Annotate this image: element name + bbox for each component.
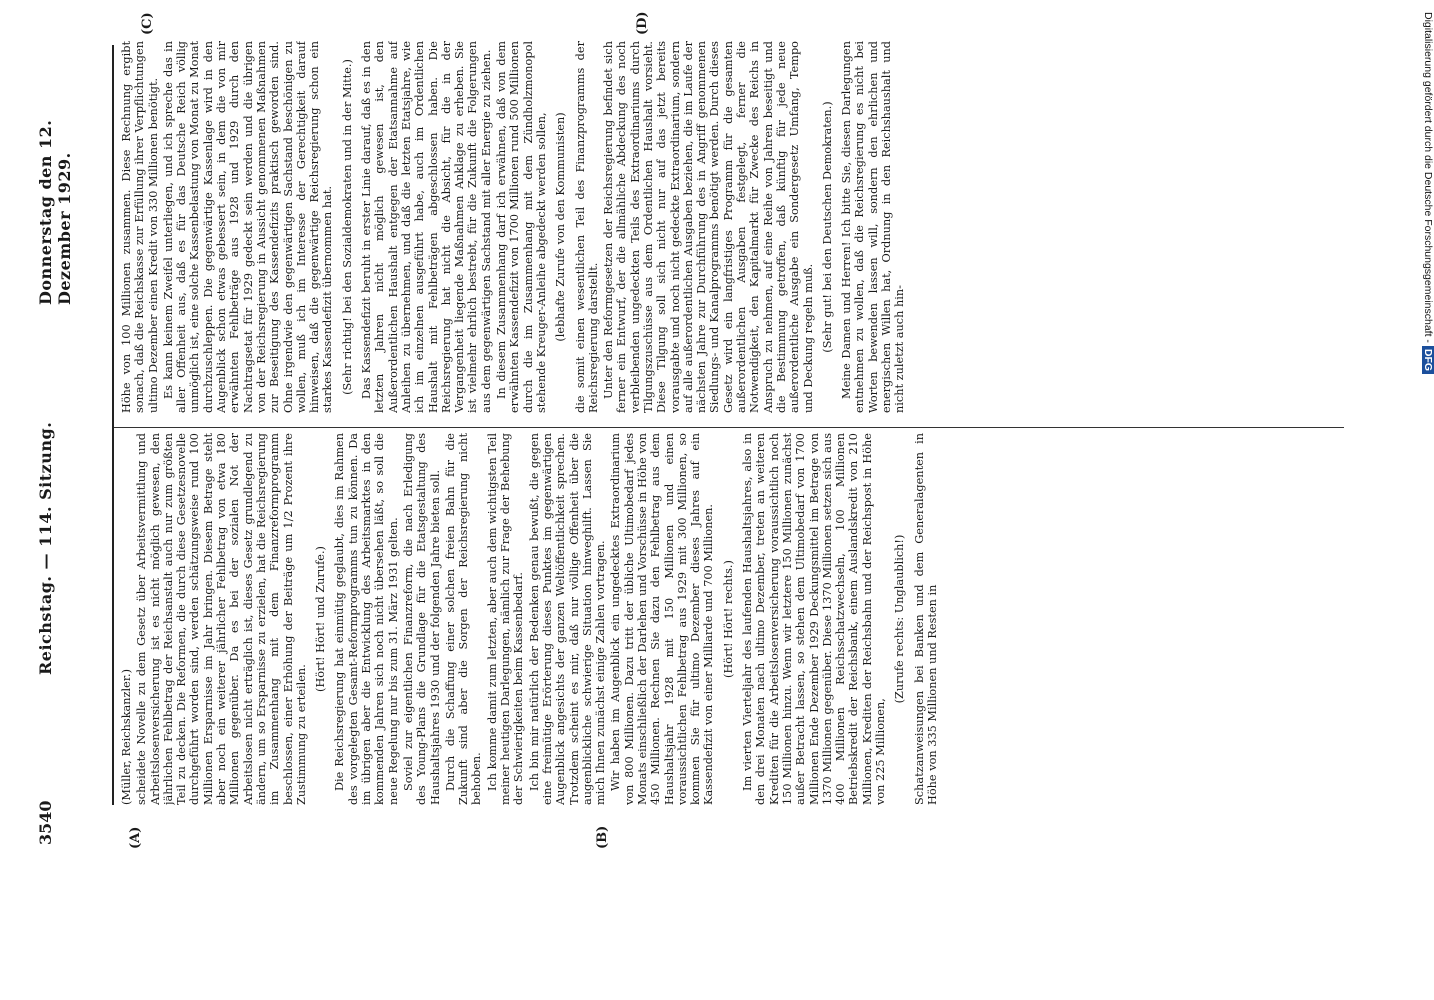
margin-marker-b: (B) (595, 825, 610, 849)
paragraph: Wir haben im Augenblick ein ungedecktes Extraordinarium von 800 Millionen. Dazu tritt der übliche Ultimobedarf jedes Monats einschließlich der Darlehen und Vorschüsse in Höhe von 450 Millionen. Rechnen Sie dazu den Fehlbetrag aus dem Haushaltsjahr 1928 mit 150 Millionen und einen voraussichtlichen Fehlbetrag aus 1929 mit 300 Millionen, so kommen Sie für ultimo Dezember dieses Jahres auf ein Kassendefizit von einer Milliarde und 700 Millionen. (609, 433, 716, 805)
credit-line: Digitalisierung gefördert durch die Deutsche Forschungsgemeinschaft - (1422, 12, 1434, 343)
paragraph: Im vierten Vierteljahr des laufenden Haushaltsjahres, also in den drei Monaten nach ultimo Dezember, treten an weiteren Krediten für die Arbeitslosenversicherung voraussichtlich noch 150 Millionen hinzu. Wenn wir letztere 150 Millionen zunächst außer Betracht lassen, so stehen dem Ultimobedarf von 1700 Millionen Ende Dezember 1929 Deckungsmittel im Betrage von 1370 Millionen gegenüber. Diese 1370 Millionen setzen sich aus 400 Millionen Reichsschatzwechseln, 100 Millionen Betriebskredit der Reichsbank, einem Auslandskredit von 210 Millionen, Krediten der Reichsbahn und der Reichspost in Höhe von 225 Millionen, (741, 433, 888, 805)
interjection: (Sehr gut! bei den Deutschen Demokraten.) (820, 101, 834, 353)
paragraph: In diesem Zusammenhang darf ich erwähnen, daß von dem erwähnten Kassendefizit von 1700 Millionen rund 500 Millionen durch die im Zusammenhang mit dem Zündholzmonopol stehende Kreuger-Anleihe abgedeckt werden sollen, (495, 41, 548, 413)
interjection: (Hört! Hört! und Zurufe.) (314, 546, 328, 692)
paragraph: die somit einen wesentlichen Teil des Finanzprogramms der Reichsregierung darstellt. (573, 41, 600, 413)
paragraph: Meine Damen und Herren! Ich bitte Sie, diesen Darlegungen entnehmen zu wollen, daß die Reichsregierung es nicht bei Worten bewenden lassen will, sondern den ehrlichen und energischen Willen hat, Ordnung in den Reichshaushalt und nicht zuletzt auch hin- (840, 41, 907, 413)
speaker-label: (Müller, Reichskanzler.) (120, 669, 133, 805)
column-separator (114, 427, 1344, 428)
digitization-credit (1410, 0, 1434, 1000)
header-session: Reichstag. — 114. Sitzung. (36, 421, 55, 675)
dfg-logo: DFG (1422, 346, 1434, 374)
page-header (36, 45, 74, 845)
header-date: Donnerstag den 12. Dezember 1929. (36, 119, 74, 305)
paragraph: Ich komme damit zum letzten, aber auch dem wichtigsten Teil meiner heutigen Darlegungen, nämlich zur Frage der Behebung der Schwierigkeiten beim Kassenbedarf. (485, 433, 526, 805)
right-column (120, 41, 1335, 413)
credit-text (1422, 12, 1434, 374)
paragraph: Soviel zur eigentlichen Finanzreform, die nach Erledigung des Young-Plans die Grundlage für die Etatsgestaltung des Haushaltsjahres 1930 und der folgenden Jahre bieten soll. (401, 433, 442, 805)
paragraph: Es kann keinem Zweifel unterliegen, und ich spreche das in aller Offenheit aus, daß es für das Deutsche Reich völlig unmöglich ist, eine solche Kassenbelastung von Monat zu Monat durchzuschleppen. Die gegenwärtige Kassenlage wird in den Augenblick schon etwas gebessert sein, in dem die von mir erwähnten Fehlbeträge aus 1928 und 1929 durch den Nachtragsetat für 1929 gedeckt sein werden und die übrigen von der Reichsregierung in Aussicht genommenen Maßnahmen zur Beseitigung des Kassendefizits praktisch geworden sind. Ohne irgendwie den gegenwärtigen Sachstand beschönigen zu wollen, muß ich im Interesse der Gerechtigkeit darauf hinweisen, daß die gegenwärtige Reichsregierung schon ein starkes Kassendefizit übernommen hat. (161, 41, 335, 413)
interjection: (lebhafte Zurufe von den Kommunisten) (554, 112, 568, 342)
paragraph: Höhe von 100 Millionen zusammen. Diese Rechnung ergibt sonach, daß die Reichskasse zur Erfüllung ihrer Verpflichtungen ultimo Dezember einen Kredit von 330 Millionen benötigt. (120, 41, 160, 413)
interjection: (Sehr richtig! bei den Sozialdemokraten und in der Mitte.) (340, 59, 354, 395)
paragraph: Das Kassendefizit beruht in erster Linie darauf, daß es in den letzten Jahren nicht möglich gewesen ist, den Außerordentlichen Haushalt entgegen der Etatsannahme auf Anleihen zu übernehmen, und daß die letzten Etatsjahre, wie ich im einzelnen ausgeführt habe, auch im Ordentlichen Haushalt mit Fehlbeträgen abgeschlossen haben. Die Reichsregierung hat nicht die Absicht, für die in der Vergangenheit liegende Maßnahmen Anklage zu erheben. Sie ist vielmehr ehrlich bestrebt, für die Zukunft die Folgerungen aus dem gegenwärtigen Sachstand mit aller Energie zu ziehen. (360, 41, 493, 413)
page-number: 3540 (36, 800, 55, 845)
paragraph: Durch die Schaffung einer solchen freien Bahn für die Zukunft sind aber die Sorgen der Reichsregierung nicht behoben. (443, 433, 484, 805)
paragraph: Die Reichsregierung hat einmütig geglaubt, dies im Rahmen des vorgelegten Gesamt-Reformprogramms tun zu können. Da im übrigen aber die Entwicklung des Arbeitsmarktes in den kommenden Jahren sich noch nicht übersehen läßt, so soll die neue Regelung nur bis zum 31. März 1931 gelten. (333, 433, 400, 805)
margin-marker-d: (D) (635, 11, 650, 35)
interjection: (Hört! Hört! rechts.) (721, 560, 735, 678)
header-rule (112, 45, 114, 805)
paragraph: Schatzanweisungen bei Banken und dem Generalagenten in Höhe von 335 Millionen und Resten in (912, 433, 939, 805)
margin-marker-a: (A) (128, 826, 143, 849)
paragraph: scheidete Novelle zu dem Gesetz über Arbeitsvermittlung und Arbeitslosenversicherung ist es nicht möglich gewesen, den jährlichen Fehlbetrag der Reichsanstalt auch nur zum größten Teil zu decken. Die Reformen, die durch diese Gesetzesnovelle durchgeführt worden sind, werden schätzungsweise rund 100 Millionen Ersparnisse im Jahr bringen. Diesem Betrage steht aber noch ein weiterer jährlicher Fehlbetrag von etwa 180 Millionen gegenüber. Da es bei der sozialen Not der Arbeitslosen nicht erträglich ist, dieses Gesetz grundlegend zu ändern, um so Ersparnisse zu erzielen, hat die Reichsregierung im Zusammenhang mit dem Finanzreformprogramm beschlossen, einer Erhöhung der Beiträge um 1/2 Prozent ihre Zustimmung zu erteilen. (135, 433, 308, 805)
interjection: (Zurufe rechts: Unglaublich!) (893, 534, 907, 704)
left-column (120, 433, 1335, 805)
paragraph: Unter den Reformgesetzen der Reichsregierung befindet sich ferner ein Entwurf, der die allmähliche Abdeckung des noch verbleibenden ungedeckten Teils des Extraordinariums durch Tilgungszuschüsse aus dem Ordentlichen Haushalt vorsieht. Diese Tilgung soll sich nicht nur auf das jetzt bereits vorausgabte und noch nicht gedeckte Extraordinarium, sondern auf alle außerordentlichen Ausgaben beziehen, die im Laufe der nächsten Jahre zur Durchführung des in Angriff genommenen Siedlungs- und Kanalprogramms benötigt werden. Durch dieses Gesetz wird ein langfristiges Programm für die gesamten außerordentlichen Ausgaben festgelegt, ferner die Notwendigkeit, den Kapitalmarkt für Zwecke des Reichs in Anspruch zu nehmen, auf eine Reihe von Jahren beseitigt und die Bestimmung getroffen, daß künftig für jede neue außerordentliche Ausgabe ein Sondergesetz Umfang, Tempo und Deckung regeln muß. (602, 41, 815, 413)
paragraph: Ich bin mir natürlich der Bedenken genau bewußt, die gegen eine freimütige Erörterung dieses Punktes im gegenwärtigen Augenblick angesichts der ganzen Weltöffentlichkeit sprechen. Trotzdem scheint es mir, daß nur völlige Offenheit über die augenblickliche schwierige Situation hinweghilft. Lassen Sie mich Ihnen zunächst einige Zahlen vortragen. (527, 433, 608, 805)
margin-marker-c: (C) (140, 12, 155, 35)
